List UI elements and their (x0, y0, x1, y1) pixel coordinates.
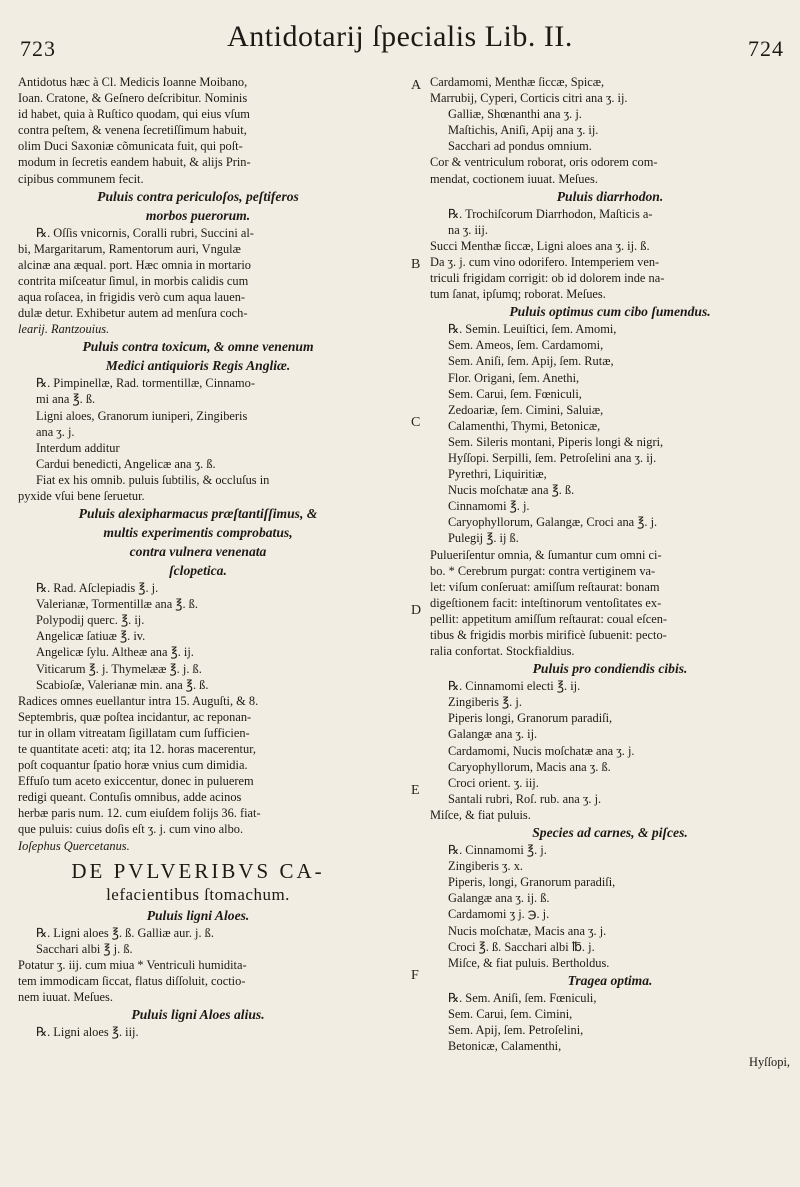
text-line: id habet, quia à Ruſtico quodam, qui eius vſum (18, 107, 250, 122)
left-column (18, 74, 378, 1040)
section-heading: Puluis ligni Aloes alius. (131, 1007, 265, 1023)
text-line: contrita miſceatur ſimul, in morbis calidis cum (18, 273, 249, 288)
section-heading: Puluis diarrhodon. (556, 188, 664, 204)
text-line: Cardamomi, Nucis moſchatæ ana ʒ. j. (448, 743, 635, 758)
section-heading: Puluis contra periculoſos, peſtiferos (97, 188, 299, 204)
text-line: redigi queant. Contuſis omnibus, adde acinos (18, 790, 242, 805)
recipe-paragraph (430, 842, 790, 971)
text-line: let: viſum conſeruat: amiſſum reſtaurat: bonam (430, 579, 660, 594)
text-line: que puluis: cuius doſis eſt ʒ. j. cum vino albo. (18, 822, 244, 837)
text-line: ℞. Cinnamomi ℥. j. (448, 843, 547, 858)
margin-letter-e: E (411, 783, 420, 798)
section-heading: Puluis alexipharmacus præſtantiſſimus, & (78, 506, 318, 522)
text-line: tur in ollam vitreatam ſigillatam cum ſufficien- (18, 725, 250, 740)
right-column (430, 74, 790, 1070)
text-line: ℞. Trochiſcorum Diarrhodon, Maſticis a- (448, 206, 653, 221)
text-line: Marrubij, Cyperi, Corticis citri ana ʒ. ij. (430, 91, 628, 106)
text-line: Antidotus hæc à Cl. Medicis Ioanne Moibano, (18, 75, 248, 89)
section-heading: Medici antiquioris Regis Angliæ. (105, 358, 291, 374)
text-line: tum ſanat, ipſumq; roborat. Meſues. (430, 287, 606, 302)
text-line: cipibus communem fecit. (18, 171, 144, 186)
text-line: mi ana ℥. ß. (36, 392, 96, 407)
text-line: Caryophyllorum, Galangæ, Croci ana ℥. j. (448, 515, 658, 530)
text-line: Maſtichis, Aniſi, Apij ana ʒ. ij. (448, 123, 599, 138)
section-heading: morbos puerorum. (145, 207, 251, 223)
running-title: Antidotarij ſpecialis Lib. II. (227, 20, 573, 53)
text-line: ℞. Rad. Aſclepiadis ℥. j. (36, 581, 159, 596)
text-line: Piperis, longi, Granorum paradiſi, (448, 875, 616, 890)
text-line: learij. Rantzouius. (18, 322, 110, 337)
text-line: ℞. Semin. Leuiſtici, ſem. Amomi, (448, 322, 617, 337)
text-line: Flor. Origani, ſem. Anethi, (448, 370, 580, 385)
text-line: Pyrethri, Liquiritiæ, (448, 467, 547, 482)
text-line: Croci orient. ʒ. iij. (448, 775, 539, 790)
text-line: Zingiberis ʒ. x. (448, 859, 524, 874)
intro-paragraph (18, 74, 378, 187)
text-line: poſt coquantur ſpatio horæ vnius cum dimidia. (18, 758, 248, 773)
text-line: bi, Margaritarum, Ramentorum auri, Vngulæ (18, 241, 241, 256)
margin-letter-a: A (411, 78, 422, 93)
text-line: Interdum additur (36, 440, 120, 455)
text-line: Croci ℥. ß. Sacchari albi ℔. j. (448, 939, 595, 954)
recipe-paragraph (18, 225, 378, 338)
chapter-heading: DE PVLVERIBVS CA- (71, 858, 325, 883)
text-line: Succi Menthæ ſiccæ, Ligni aloes ana ʒ. ij. ß. (430, 238, 650, 253)
text-line: Ligni aloes, Granorum iuniperi, Zingiberis (36, 408, 248, 423)
text-line: ana ʒ. j. (36, 424, 75, 439)
text-line: Nucis moſchatæ, Macis ana ʒ. j. (448, 923, 607, 938)
margin-letter-b: B (411, 257, 421, 272)
text-line: Miſce, & fiat puluis. (430, 807, 531, 822)
running-head (0, 14, 800, 64)
text-line: Calamenthi, Thymi, Betonicæ, (448, 418, 601, 433)
catchword: Hyſſopi, (749, 1055, 790, 1070)
text-line: Betonicæ, Calamenthi, (448, 1039, 562, 1054)
text-line: Ioſephus Quercetanus. (18, 838, 130, 853)
text-line: Sem. Apij, ſem. Petroſelini, (448, 1022, 584, 1037)
recipe-paragraph (430, 990, 790, 1054)
margin-letter-d: D (411, 603, 422, 618)
text-line: ℞. Ligni aloes ℥. ß. Galliæ aur. j. ß. (36, 925, 214, 940)
recipe-paragraph (430, 74, 790, 187)
text-line: Polypodij querc. ℥. ij. (36, 613, 145, 628)
text-line: ℞. Sem. Aniſi, ſem. Fœniculi, (448, 990, 597, 1005)
text-line: Cardamomi ʒ j. ℈. j. (448, 907, 550, 922)
text-line: ℞. Ligni aloes ℥. iij. (36, 1025, 139, 1040)
text-line: Ioan. Cratone, & Geſnero deſcribitur. Nominis (18, 91, 248, 106)
text-line: triculi frigidam corrigit: ob id dolorem inde na- (430, 271, 665, 286)
text-line: Viticarum ℥. j. Thymelææ ℥. j. ß. (36, 661, 202, 676)
text-line: tem immodicam ſiccat, flatus diſſoluit, coctio- (18, 973, 246, 988)
page-number-left: 723 (20, 36, 56, 61)
text-line: nem iuuat. Meſues. (18, 990, 113, 1005)
section-heading: Tragea optima. (567, 972, 653, 988)
text-line: Scabioſæ, Valerianæ min. ana ℥. ß. (36, 677, 209, 692)
text-line: modum in ſecretis eandem habuit, & alijs Prin- (18, 155, 251, 170)
text-line: olim Duci Saxoniæ cõmunicata fuit, qui poſt- (18, 139, 243, 154)
text-line: Cor & ventriculum roborat, oris odorem com- (430, 155, 658, 170)
recipe-paragraph (430, 206, 790, 303)
text-line: Cardamomi, Menthæ ſiccæ, Spicæ, (430, 75, 605, 89)
text-line: Galangæ ana ʒ. ij. (448, 727, 538, 742)
text-line: ℞. Pimpinellæ, Rad. tormentillæ, Cinnamo- (36, 376, 255, 391)
text-line: Angelicæ ſylu. Altheæ ana ℥. ij. (36, 645, 194, 660)
section-heading: Puluis pro condiendis cibis. (532, 661, 688, 677)
text-line: Pulueriſentur omnia, & ſumantur cum omni ci- (430, 547, 662, 562)
recipe-paragraph (18, 375, 378, 504)
margin-letter-c: C (411, 415, 421, 430)
text-line: alcinæ ana æqual. port. Hæc omnia in mortario (18, 257, 251, 272)
text-line: Radices omnes euellantur intra 15. Auguſti, & 8. (18, 693, 259, 708)
text-line: ℞. Oſſis vnicornis, Coralli rubri, Succini al- (36, 225, 254, 240)
section-heading: ſclopetica. (169, 563, 227, 579)
text-line: digeſtionem facit: inteſtinorum ventoſitates ex- (430, 595, 662, 610)
text-line: ralia confortat. Stockfialdius. (430, 644, 575, 659)
text-line: ℞. Cinnamomi electi ℥. ij. (448, 679, 581, 694)
text-line: Miſce, & fiat puluis. Bertholdus. (448, 955, 610, 970)
text-line: pyxide vſui bene ſeruetur. (18, 488, 145, 503)
text-line: Sem. Carui, ſem. Fœniculi, (448, 386, 582, 401)
text-line: Galliæ, Shœnanthi ana ʒ. j. (448, 107, 582, 122)
text-line: bo. * Cerebrum purgat: contra vertiginem va- (430, 563, 656, 578)
section-heading: Species ad carnes, & piſces. (532, 825, 688, 841)
text-line: herbæ paris num. 12. cum eiuſdem folijs 36. fiat- (18, 806, 261, 821)
text-line: Fiat ex his omnib. puluis ſubtilis, & occluſus in (36, 472, 270, 487)
text-line: Effuſo tum aceto exiccentur, donec in puluerem (18, 774, 254, 789)
recipe-paragraph (430, 321, 790, 659)
text-line: Sem. Carui, ſem. Cimini, (448, 1006, 573, 1021)
bottom-margin (0, 1135, 800, 1187)
section-heading: Puluis ligni Aloes. (146, 907, 250, 923)
text-line: Cinnamomi ℥. j. (448, 499, 530, 514)
text-line: Caryophyllorum, Macis ana ʒ. ß. (448, 759, 611, 774)
text-line: Sacchari ad pondus omnium. (448, 139, 592, 154)
text-line: Santali rubri, Roſ. rub. ana ʒ. j. (448, 791, 602, 806)
text-line: Nucis moſchatæ ana ℥. ß. (448, 483, 575, 498)
text-line: Sacchari albi ℥ j. ß. (36, 941, 133, 956)
text-line: tibus & frigidis morbis mirificè ſubuenit: pecto- (430, 628, 667, 642)
text-line: aqua roſacea, in frigidis verò cum aqua lauen- (18, 290, 246, 305)
text-line: dulæ detur. Exhibetur autem ad menſura coch- (18, 306, 248, 321)
text-line: Piperis longi, Granorum paradiſi, (448, 711, 613, 726)
section-heading: contra vulnera venenata (129, 544, 267, 560)
text-line: pellit: appetitum amiſſum reſtaurat: coual eſcen- (430, 611, 668, 626)
page-number-right: 724 (748, 36, 784, 61)
text-line: contra peſtem, & venena ſecretiſſimum habuit, (18, 123, 247, 138)
section-heading: Puluis contra toxicum, & omne venenum (82, 339, 314, 355)
text-line: Zedoariæ, ſem. Cimini, Saluiæ, (448, 402, 604, 417)
section-heading: multis experimentis comprobatus, (103, 525, 293, 541)
recipe-paragraph (18, 580, 378, 854)
text-line: Cardui benedicti, Angelicæ ana ʒ. ß. (36, 456, 216, 471)
text-line: Sem. Aniſi, ſem. Apij, ſem. Rutæ, (448, 354, 614, 369)
text-line: Zingiberis ℥. j. (448, 695, 522, 710)
margin-letter-f: F (411, 968, 419, 983)
recipe-paragraph (18, 925, 378, 1005)
text-line: mendat, coctionem iuuat. Meſues. (430, 171, 598, 186)
recipe-paragraph (430, 678, 790, 823)
text-line: Pulegij ℥. ij ß. (448, 531, 519, 546)
text-line: Potatur ʒ. iij. cum miua * Ventriculi humidita- (18, 957, 247, 972)
text-line: Da ʒ. j. cum vino odorifero. Intemperiem ven- (430, 254, 660, 269)
text-line: Sem. Ameos, ſem. Cardamomi, (448, 338, 604, 353)
chapter-subheading: lefacientibus ſtomachum. (106, 884, 290, 904)
text-line: Sem. Sileris montani, Piperis longi & nigri, (448, 434, 664, 449)
text-line: Valerianæ, Tormentillæ ana ℥. ß. (36, 597, 198, 612)
text-line: Hyſſopi. Serpilli, ſem. Petroſelini ana ʒ. ij. (448, 450, 657, 465)
text-line: te quantitate aceti: atq; ita 12. horas macerentur, (18, 742, 256, 756)
text-line: na ʒ. iij. (448, 222, 488, 237)
text-line: Septembris, quæ poſtea incidantur, ac reponan- (18, 709, 252, 724)
section-heading: Puluis optimus cum cibo ſumendus. (509, 304, 711, 320)
text-line: Galangæ ana ʒ. ij. ß. (448, 891, 550, 906)
text-line: Angelicæ ſatiuæ ℥. iv. (36, 629, 146, 644)
